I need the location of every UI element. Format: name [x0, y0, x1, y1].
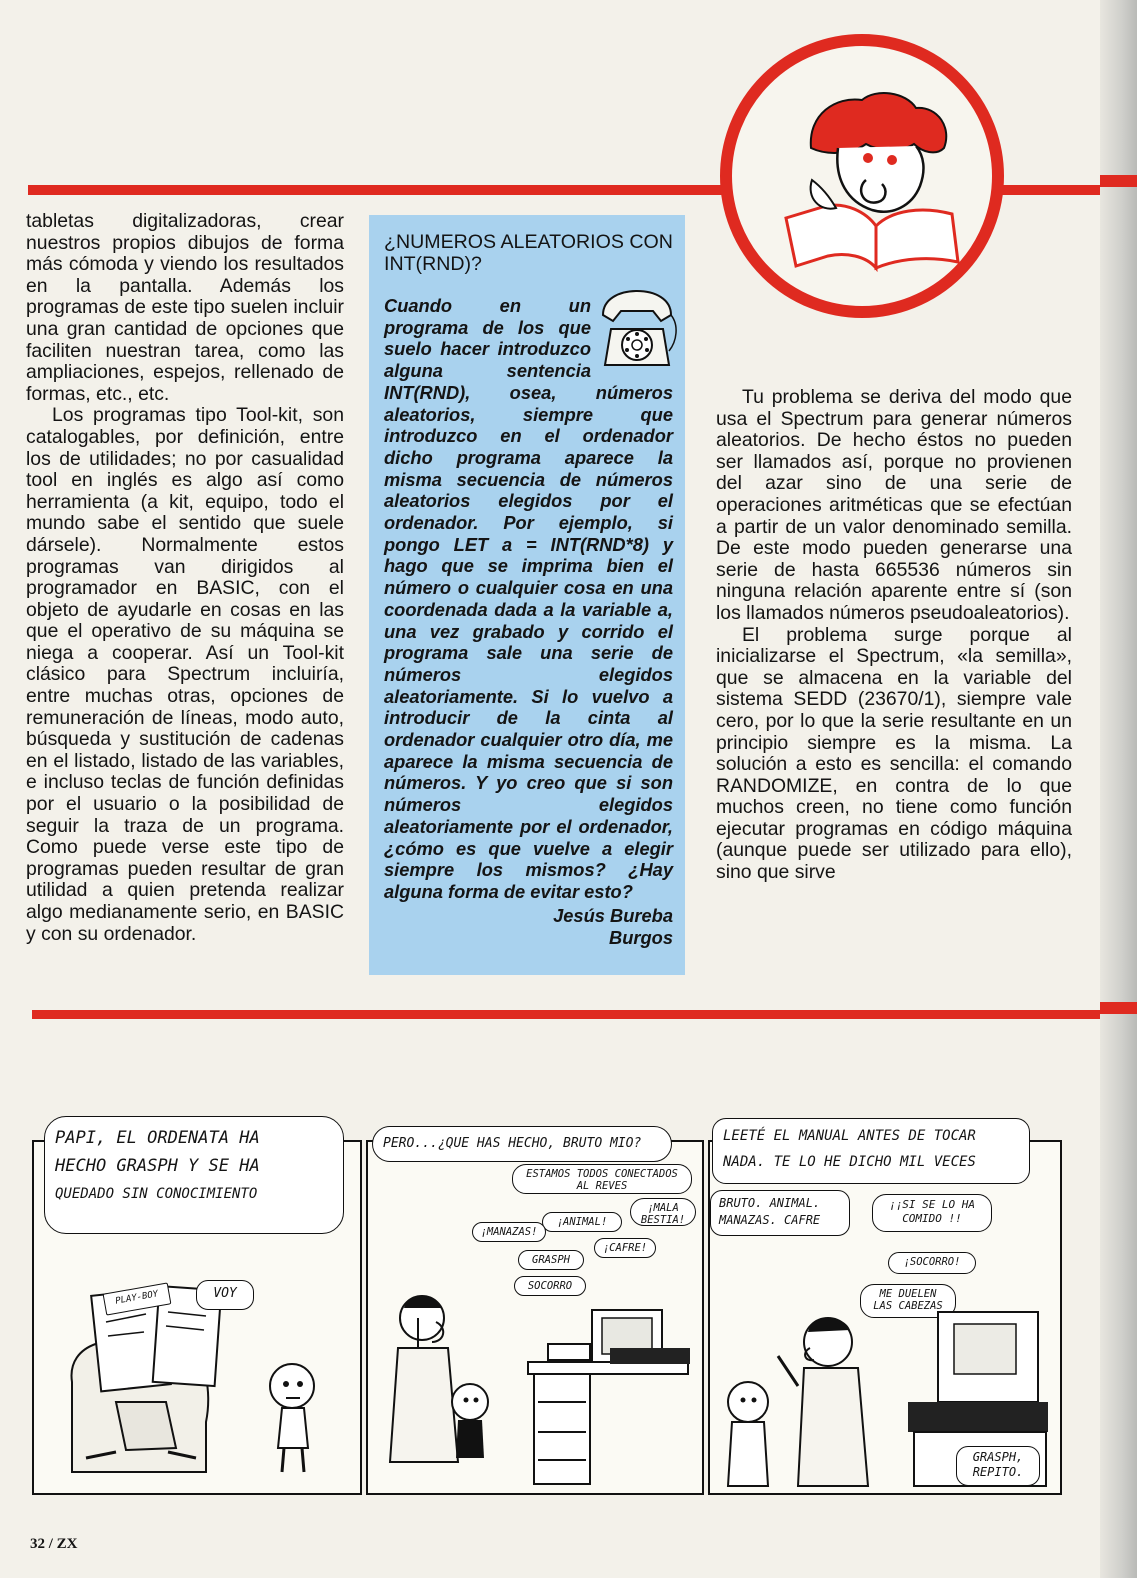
- reader-letter-box: [369, 215, 685, 975]
- voice-bubble: ¡MANAZAS!: [472, 1222, 546, 1242]
- paragraph: tabletas digitalizadoras, crear nuestros propios dibujos de forma más cómoda y viendo los resultados en la pantalla. Además los programas de este tipo suelen incluir una gran cantidad de opciones que faciliten nuestran tarea, como las ampliaciones, espejos, rellenado de formas, etc., etc.: [26, 210, 344, 405]
- paragraph: El problema surge porque al inicializarse el Spectrum, «la semilla», que se almacena en la variable del sistema SEDD (23670/1), siempre vale cero, por lo que la serie resultante en un principio siempre es la misma. La solución a esto es sencilla: el comando RANDOMIZE, en contra de lo que muchos creen, no tiene como función ejecutar programas en código máquina (aunque puede ser utilizado para ello), sino que sirve: [716, 623, 1072, 884]
- voice-bubble: ME DUELEN LAS CABEZAS: [860, 1284, 956, 1318]
- letter-city: Burgos: [609, 926, 673, 948]
- caption-bubble: [44, 1116, 344, 1234]
- voice-bubble: ¡MALA BESTIA!: [630, 1198, 696, 1226]
- section-logo: [716, 30, 1008, 322]
- footer-bubble: GRASPH, REPITO.: [956, 1446, 1040, 1486]
- letter-signature: [384, 905, 673, 949]
- left-column: [26, 211, 344, 945]
- caption-line: NADA. TE LO HE DICHO MIL VECES: [723, 1154, 976, 1170]
- caption-bubble: [712, 1118, 1030, 1184]
- reply-bubble: VOY: [196, 1280, 254, 1310]
- voice-bubble: ¡ANIMAL!: [542, 1212, 622, 1232]
- caption-line: HECHO GRASPH Y SE HA: [55, 1156, 260, 1176]
- page-folio: 32 / ZX: [30, 1536, 78, 1552]
- voice-bubble: GRASPH: [518, 1250, 584, 1270]
- voice-bubble: ¡SOCORRO!: [888, 1252, 976, 1274]
- dad-and-son-computer-illustration: [378, 1252, 698, 1492]
- paragraph: Tu problema se deriva del modo que usa el Spectrum para generar números aleatorios. De hecho éstos no pueden ser llamados así, porque no provienen del azar sino de una serie de operaciones aritméticas que se efectúan a partir de un valor denominado semilla. De este modo pueden generarse una serie de hasta 665536 números sin ninguna relación aparente entre sí (son los llamados números pseudoaleatorios).: [716, 386, 1072, 624]
- paragraph: Los programas tipo Tool-kit, son catalogables, por definición, entre los de utilidades; no por casualidad tool en inglés es algo así como herramienta (a kit, equipo, todo el mundo sabe el sentido que suele dársele). Normalmente estos programas van dirigidos al programador en BASIC, con el objeto de ayudarle en cosas en las que el operativo de su máquina se niega a cooperar. Así un Tool-kit clásico para Spectrum incluiría, entre muchas otras, opciones de remuneración de líneas, modo auto, búsqueda y sustitución de cadenas en el listado, listado de las variables, e incluso teclas de función definidas por el usuario o la posibilidad de seguir la traza de un programa. Como puede verse este tipo de programas pueden resultar de gran utilidad a quien pretenda realizar algo medianamente serio, en BASIC y con su ordenador.: [26, 404, 344, 945]
- right-column: [716, 387, 1072, 884]
- caption-line: PAPI, EL ORDENATA HA: [55, 1128, 260, 1148]
- comic-panel-2: [366, 1136, 704, 1495]
- caption-line: QUEDADO SIN CONOCIMIENTO: [55, 1186, 258, 1202]
- letter-title: ¿NUMEROS ALEATORIOS CON INT(RND)?: [384, 231, 673, 275]
- caption-bubble: PERO...¿QUE HAS HECHO, BRUTO MIO?: [372, 1126, 672, 1162]
- page-edge: [1100, 0, 1137, 1578]
- telephone-icon: [595, 285, 679, 371]
- voice-bubble: ¡CAFRE!: [594, 1238, 656, 1258]
- voice-bubble: SOCORRO: [514, 1276, 586, 1296]
- letter-body: Cuando en un programa de los que suelo hacer introduzco alguna sentencia INT(RND), osea, números aleatorios, siempre que introduzco en el ordenador dicho programa aparece la misma secuencia de números aleatorios elegidos por el ordenador. Por ejemplo, si pongo LET a = INT(RND*8) y hago que se imprima bien el número o cualquier cosa en una coordenada dada a la variable a, una vez grabado y corrido el programa sale una serie de números elegidos aleatoriamente. Si lo vuelvo a introducir de la cinta al ordenador cualquier otro día, me aparece la misma secuencia de números. Y yo creo que si son números elegidos aleatoriamente por el ordenador, ¿cómo es que vuelve a elegir siempre los mismos? ¿Hay alguna forma de evitar esto?: [384, 295, 673, 902]
- page-edge-rule: [1100, 175, 1137, 187]
- page-edge-rule-2: [1100, 1002, 1137, 1014]
- insult-bubble: BRUTO. ANIMAL. MANAZAS. CAFRE: [710, 1190, 850, 1236]
- bottom-red-rule: [32, 1010, 1100, 1019]
- magazine-cover: PLAY-BOY: [103, 1282, 172, 1315]
- letter-author: Jesús Bureba: [553, 904, 673, 926]
- comic-strip: [24, 1030, 1100, 1500]
- comic-panel-3: [708, 1128, 1062, 1495]
- voice-bubble: ¡¡SI SE LO HA COMIDO !!: [872, 1194, 992, 1232]
- caption-line: LEETÉ EL MANUAL ANTES DE TOCAR: [723, 1128, 976, 1144]
- voice-bubble: ESTAMOS TODOS CONECTADOS AL REVES: [512, 1164, 692, 1194]
- comic-panel-1: [32, 1128, 362, 1495]
